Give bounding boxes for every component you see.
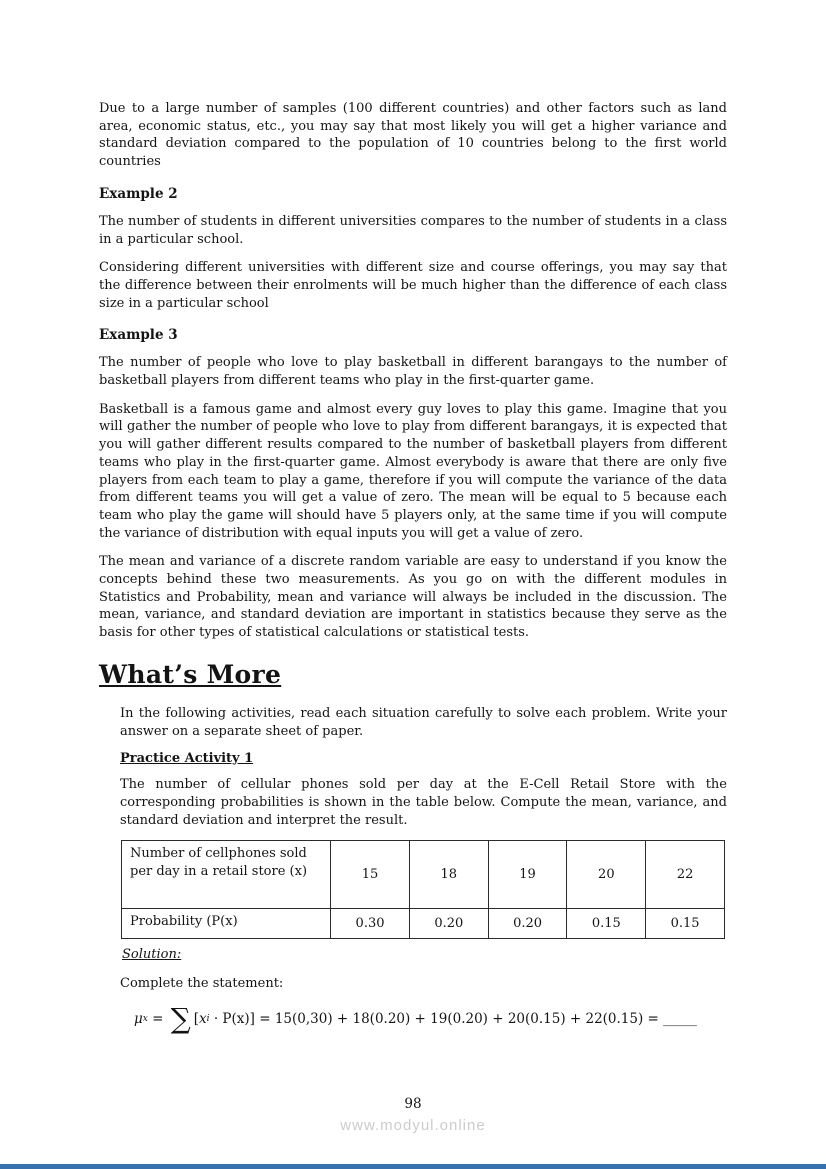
heading-practice-activity-1: Practice Activity 1 — [120, 751, 254, 767]
table-cell-quantities-label: Number of cellphones sold per day in a retail store (x) — [122, 841, 331, 909]
table-row-probabilities — [122, 909, 725, 939]
paragraph-intro: Due to a large number of samples (100 different countries) and other factors such as land area, economic status, etc., you may say that most likely you will get a higher variance and standard deviation compared to the population of 10 countries belong to the first world countries — [99, 101, 727, 170]
table-cell-value: 0.20 — [488, 909, 567, 939]
x-subscript: i — [206, 1014, 210, 1025]
formula-expansion: · P(x)] = 15(0,30) + 18(0.20) + 19(0.20) + 20(0.15) + 22(0.15) = _____ — [209, 1011, 697, 1028]
mu-symbol: μ — [134, 1011, 143, 1028]
activity-section — [120, 705, 727, 1034]
equals-sign: = — [147, 1011, 168, 1028]
complete-statement-label: Complete the statement: — [120, 976, 284, 992]
heading-example-3: Example 3 — [99, 327, 178, 344]
paragraph-example3-1: The number of people who love to play basketball in different barangays to the number of basketball players from different teams who play in the first-quarter game. — [99, 355, 727, 389]
x-variable: x — [199, 1011, 207, 1028]
table-cell-value: 15 — [331, 841, 410, 909]
mu-subscript: x — [142, 1014, 148, 1025]
page-content — [99, 100, 727, 1036]
paragraph-example2-1: The number of students in different universities compares to the number of students in a class in a particular school. — [99, 213, 727, 247]
probability-table — [121, 840, 725, 939]
sigma-symbol: ∑ — [170, 1002, 191, 1036]
open-bracket: [ — [193, 1011, 200, 1028]
table-cell-value: 0.15 — [567, 909, 646, 939]
paragraph-activity-intro: In the following activities, read each situation carefully to solve each problem. Write your answer on a separate sheet of paper. — [120, 705, 727, 739]
table-row-quantities — [122, 841, 725, 909]
heading-whats-more: What’s More — [99, 659, 282, 689]
heading-example-2: Example 2 — [99, 185, 178, 202]
solution-label: Solution: — [122, 947, 182, 963]
bottom-accent-bar — [0, 1164, 826, 1169]
mean-formula — [134, 1002, 727, 1036]
paragraph-closing: The mean and variance of a discrete random variable are easy to understand if you know the concepts behind these two measurements. As you go on with the different modules in Statistics and Probability, mean and variance will always be included in the discussion. The mean, variance, and standard deviation are important in statistics because they serve as the basis for other types of statistical calculations or statistical tests. — [99, 554, 727, 641]
table-cell-value: 0.30 — [331, 909, 410, 939]
table-cell-value: 0.20 — [409, 909, 488, 939]
watermark-text: www.modyul.online — [340, 1117, 486, 1134]
table-cell-probability-label: Probability (P(x) — [122, 909, 331, 939]
paragraph-example2-2: Considering different universities with different size and course offerings, you may say that the difference between their enrolments will be much higher than the difference of each class size in a particular school — [99, 260, 727, 311]
paragraph-practice-description: The number of cellular phones sold per day at the E-Cell Retail Store with the corresponding probabilities is shown in the table below. Compute the mean, variance, and standard deviation and interpret the result. — [120, 777, 727, 828]
table-cell-value: 20 — [567, 841, 646, 909]
table-cell-value: 22 — [646, 841, 725, 909]
table-cell-value: 18 — [409, 841, 488, 909]
paragraph-example3-2: Basketball is a famous game and almost every guy loves to play this game. Imagine that you will gather the number of people who love to play from different barangays, it is expected that you will gather different results compared to the number of basketball players from different teams who play in the first-quarter game. Almost everybody is aware that there are only five players from each team to play a game, therefore if you will compute the variance of the data from different teams you will get a value of zero. The mean will be equal to 5 because each team who play the game will should have 5 players only, at the same time if you will compute the variance of distribution with equal inputs you will get a value of zero. — [99, 401, 727, 541]
table-cell-value: 0.15 — [646, 909, 725, 939]
page-number: 98 — [404, 1096, 422, 1112]
table-cell-value: 19 — [488, 841, 567, 909]
